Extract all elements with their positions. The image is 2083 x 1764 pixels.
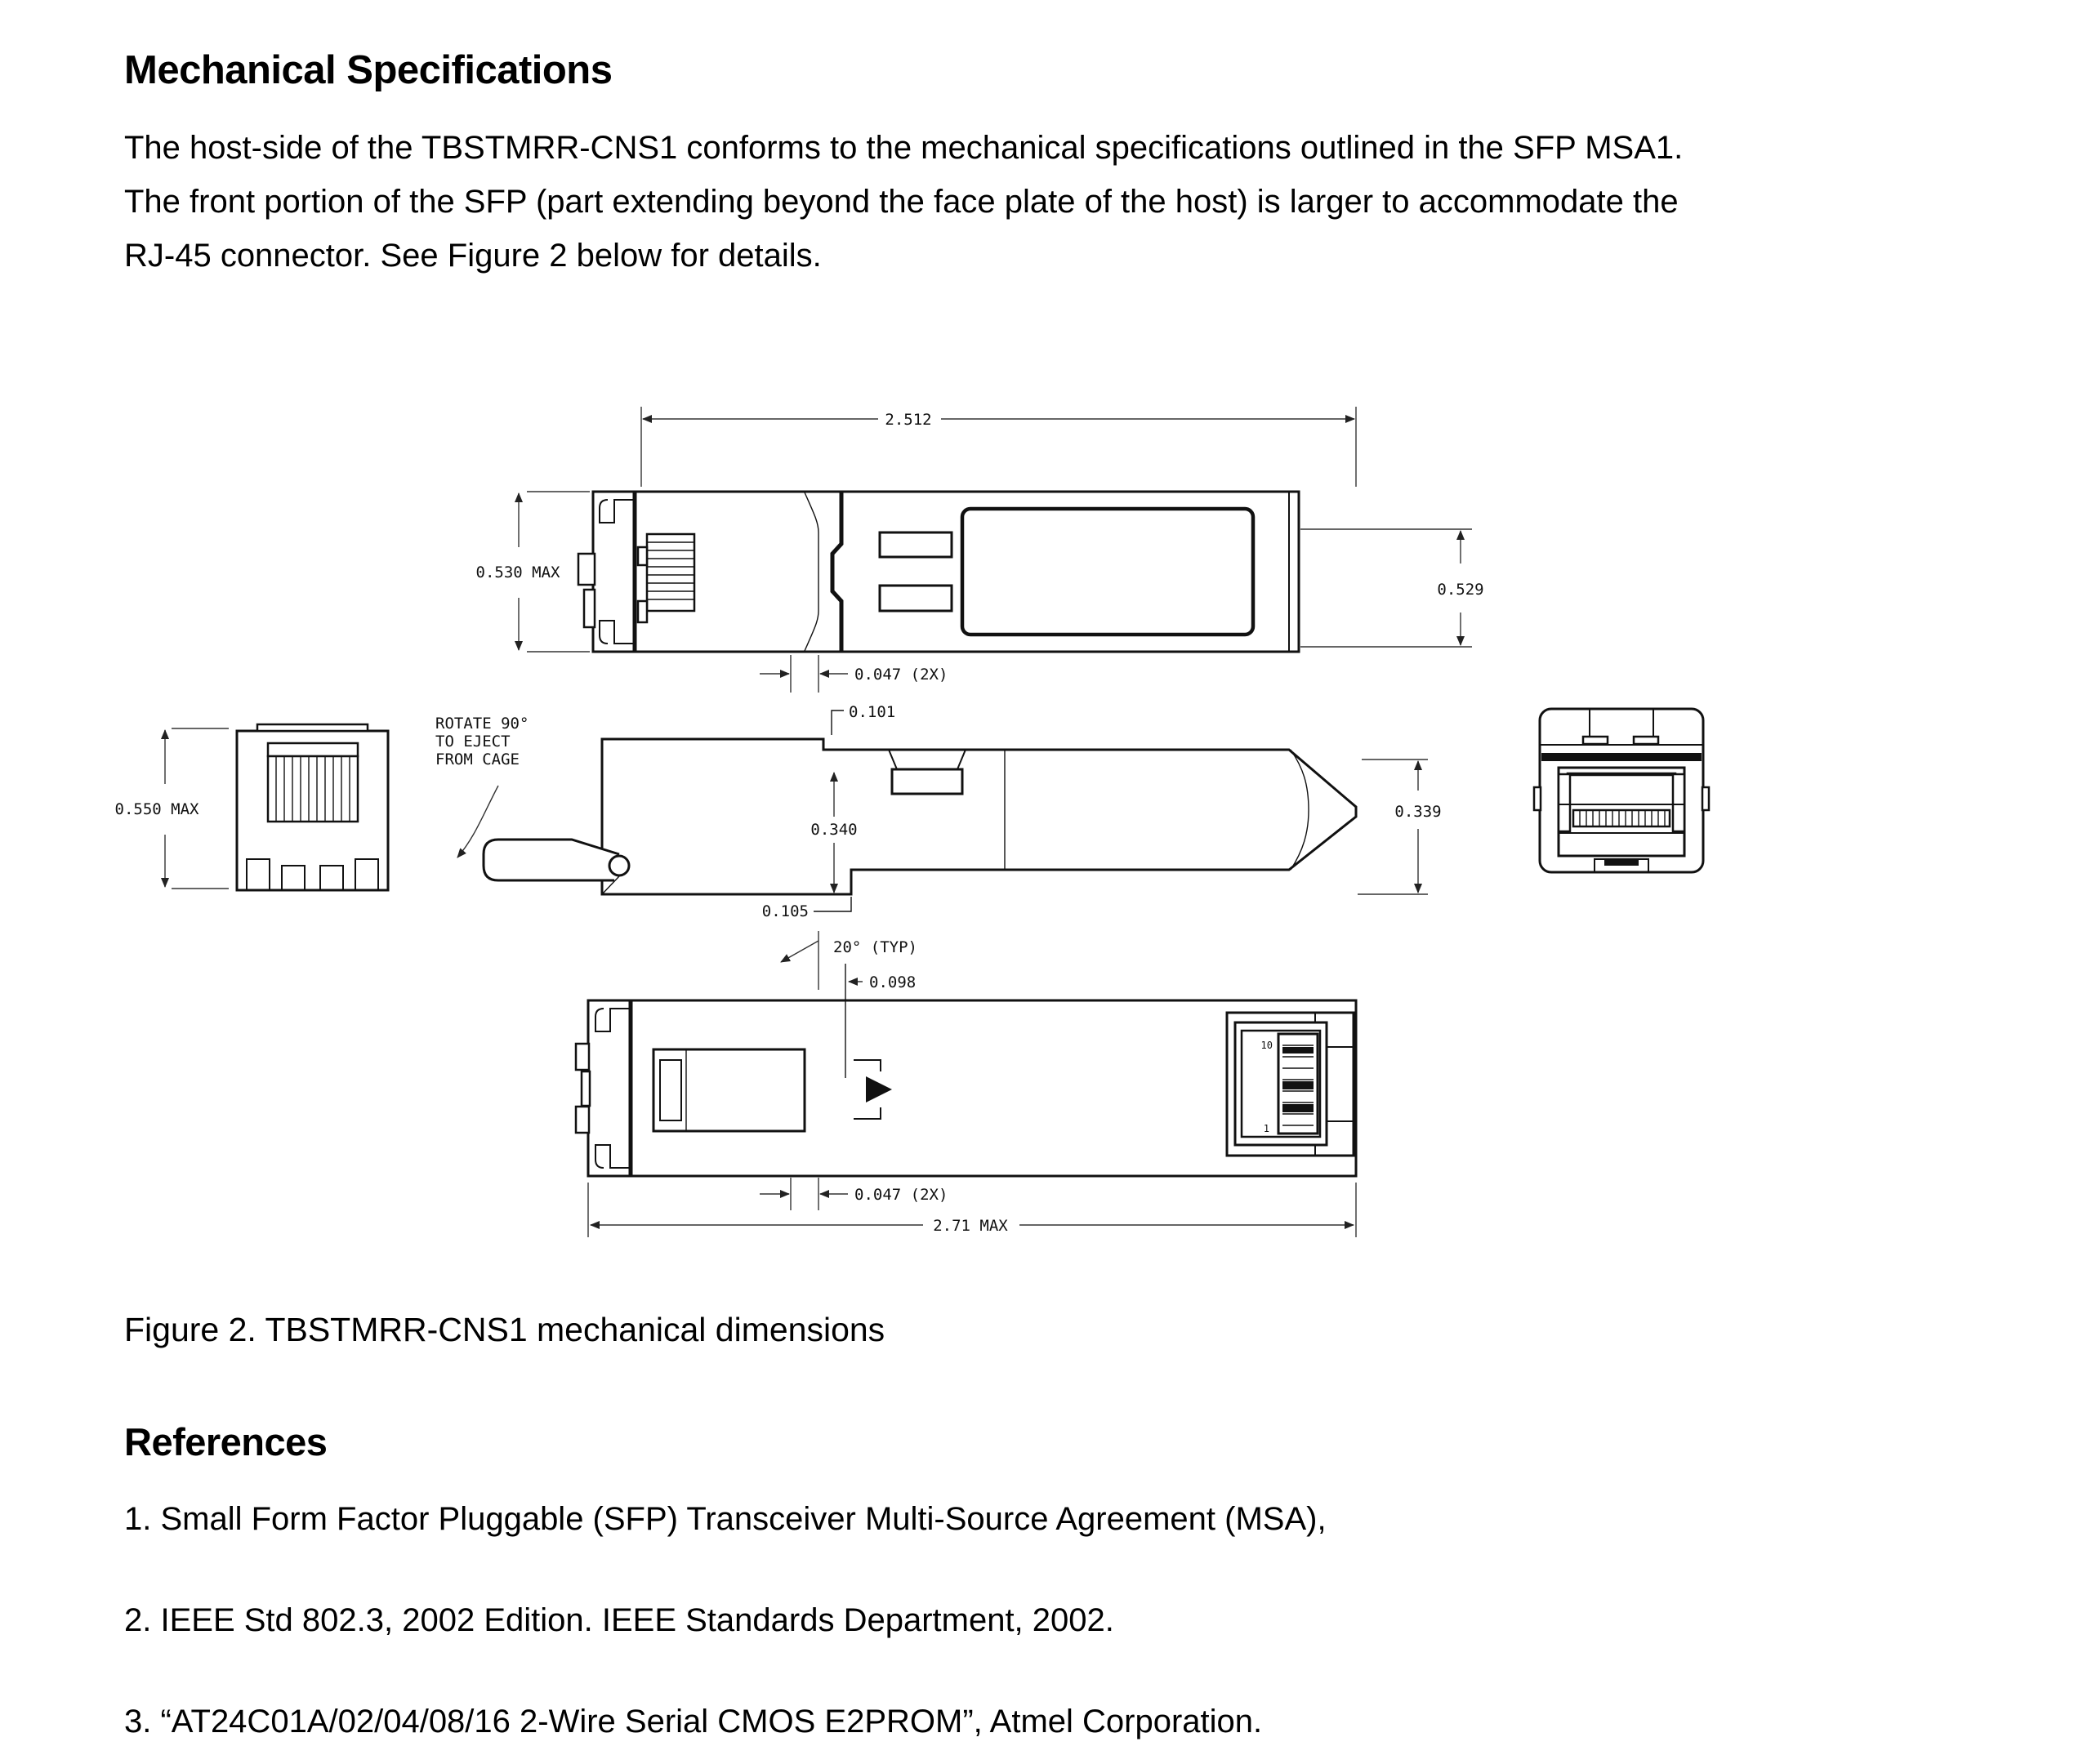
reference-item-2: 2. IEEE Std 802.3, 2002 Edition. IEEE Standards Department, 2002. xyxy=(124,1602,1114,1638)
dim-height-right: 0.529 xyxy=(1437,581,1484,599)
intro-line-3: RJ-45 connector. See Figure 2 below for details. xyxy=(124,238,822,274)
eject-note-line-2: TO EJECT xyxy=(435,733,511,751)
dim-pin-offset-top: 0.047 (2X) xyxy=(854,666,948,684)
reference-item-3: 3. “AT24C01A/02/04/08/16 2-Wire Serial CMOS E2PROM”, Atmel Corporation. xyxy=(124,1704,1263,1740)
eject-note xyxy=(435,715,529,858)
dim-mid-height-left: 0.340 xyxy=(810,821,858,839)
references-heading: References xyxy=(124,1420,328,1463)
dim-angle: 20° (TYP) xyxy=(833,938,917,956)
reference-item-1: 1. Small Form Factor Pluggable (SFP) Transceiver Multi-Source Agreement (MSA), xyxy=(124,1501,1327,1537)
bottom-view xyxy=(576,964,1356,1176)
intro-line-1: The host-side of the TBSTMRR-CNS1 conforms to the mechanical specifications outlined in the SFP MSA1. xyxy=(124,130,1684,166)
dim-step-top: 0.101 xyxy=(849,703,896,721)
eject-note-line-1: ROTATE 90° xyxy=(435,715,529,733)
dim-overall-length-bottom: 2.71 MAX xyxy=(933,1217,1008,1235)
figure-2-mechanical-drawing xyxy=(114,359,1969,1262)
references-list xyxy=(124,1500,1969,1741)
front-view-rj45 xyxy=(237,724,388,890)
intro-line-2: The front portion of the SFP (part extending beyond the face plate of the host) is larger to accommodate the xyxy=(124,184,1679,220)
front-view-dimensions xyxy=(115,728,229,889)
top-view xyxy=(578,492,1299,652)
dim-overall-length-top: 2.512 xyxy=(885,411,932,429)
dim-height-left: 0.530 MAX xyxy=(475,564,560,581)
page-title: Mechanical Specifications xyxy=(124,48,613,92)
rear-view xyxy=(1534,709,1709,872)
figure-caption: Figure 2. TBSTMRR-CNS1 mechanical dimensions xyxy=(124,1311,885,1348)
dim-width-left: 0.550 MAX xyxy=(114,800,199,818)
pin-number-1: 1 xyxy=(1263,1123,1269,1134)
mechanical-drawing-svg xyxy=(114,359,1756,1258)
dim-pin-offset-bottom: 0.047 (2X) xyxy=(854,1186,948,1204)
intro-paragraph xyxy=(124,121,1969,283)
dim-nose-offset: 0.098 xyxy=(869,973,917,991)
dim-bottom-step: 0.105 xyxy=(761,902,809,920)
pin-number-10: 10 xyxy=(1260,1040,1273,1051)
dim-mid-height-right: 0.339 xyxy=(1394,803,1442,821)
side-view xyxy=(484,739,1356,894)
eject-note-line-3: FROM CAGE xyxy=(435,751,520,768)
